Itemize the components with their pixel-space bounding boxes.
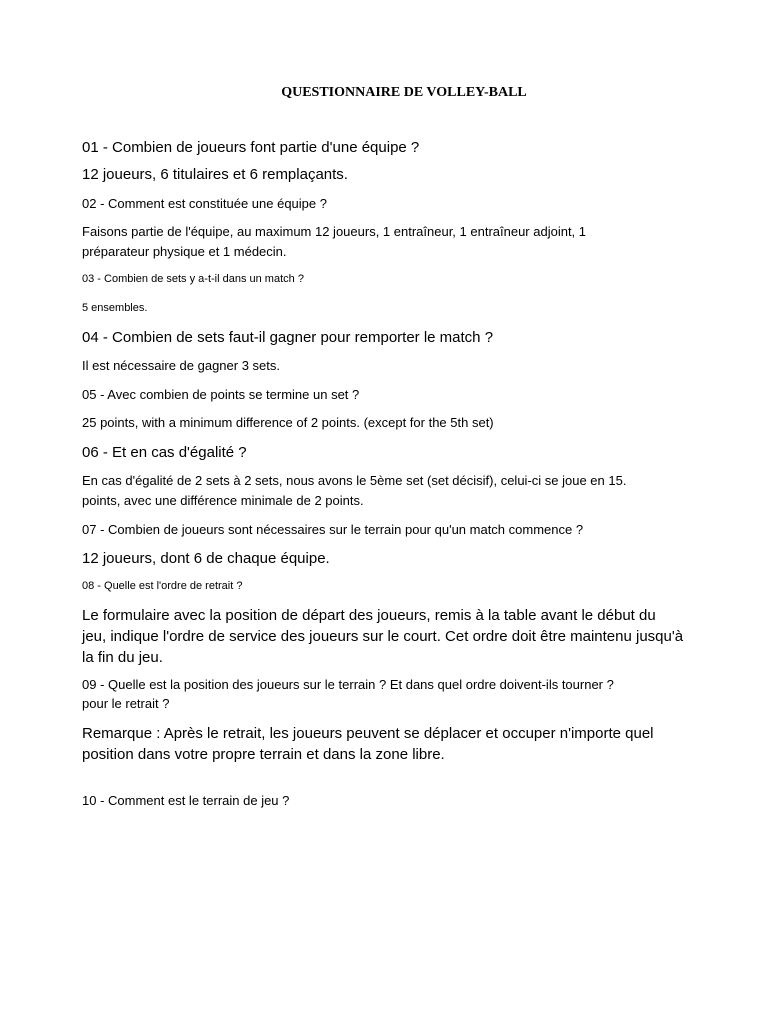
question-03: 03 - Combien de sets y a-t-il dans un match ? [82, 273, 304, 285]
answer-07: 12 joueurs, dont 6 de chaque équipe. [82, 550, 330, 567]
answer-08-line-2: jeu, indique l'ordre de service des joueurs sur le court. Cet ordre doit être maintenu jusqu'à [82, 628, 684, 645]
question-04: 04 - Combien de sets faut-il gagner pour remporter le match ? [82, 329, 494, 346]
answer-04: Il est nécessaire de gagner 3 sets. [82, 358, 281, 373]
answer-09-line-2: position dans votre propre terrain et dans la zone libre. [82, 746, 445, 763]
question-02: 02 - Comment est constituée une équipe ? [82, 196, 327, 211]
question-05: 05 - Avec combien de points se termine un set ? [82, 387, 360, 402]
answer-05: 25 points, with a minimum difference of 2 points. (except for the 5th set) [82, 415, 494, 430]
question-08: 08 - Quelle est l'ordre de retrait ? [82, 580, 243, 592]
question-09-line-2: pour le retrait ? [82, 696, 170, 711]
answer-02-line-1: Faisons partie de l'équipe, au maximum 12 joueurs, 1 entraîneur, 1 entraîneur adjoint, 1 [82, 224, 587, 239]
question-06: 06 - Et en cas d'égalité ? [82, 444, 247, 461]
answer-09-line-1: Remarque : Après le retrait, les joueurs peuvent se déplacer et occuper n'importe quel [82, 725, 654, 742]
question-07: 07 - Combien de joueurs sont nécessaires sur le terrain pour qu'un match commence ? [82, 522, 584, 537]
answer-08-line-1: Le formulaire avec la position de départ des joueurs, remis à la table avant le début du [82, 607, 656, 624]
answer-06-line-1: En cas d'égalité de 2 sets à 2 sets, nous avons le 5ème set (set décisif), celui-ci se joue en 15. [82, 473, 627, 488]
document-title: QUESTIONNAIRE DE VOLLEY-BALL [281, 85, 527, 100]
question-01: 01 - Combien de joueurs font partie d'une équipe ? [82, 139, 420, 156]
question-09-line-1: 09 - Quelle est la position des joueurs sur le terrain ? Et dans quel ordre doivent-ils tourner ? [82, 677, 614, 692]
answer-06-line-2: points, avec une différence minimale de 2 points. [82, 493, 364, 508]
answer-08-line-3: la fin du jeu. [82, 649, 163, 666]
answer-03: 5 ensembles. [82, 302, 148, 314]
question-10: 10 - Comment est le terrain de jeu ? [82, 793, 290, 808]
answer-02-line-2: préparateur physique et 1 médecin. [82, 244, 287, 259]
answer-01: 12 joueurs, 6 titulaires et 6 remplaçants. [82, 166, 348, 183]
